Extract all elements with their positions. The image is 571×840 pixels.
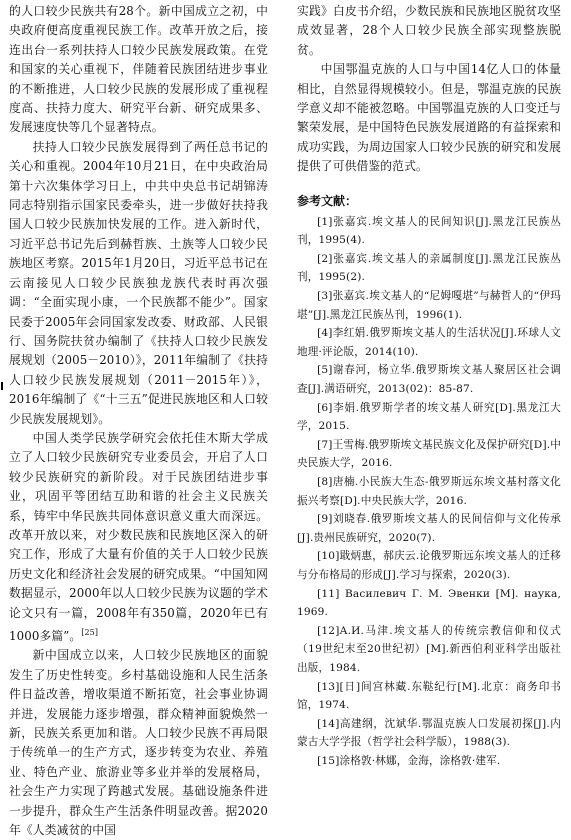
left-column — [9, 2, 268, 840]
reference-item: [4]李红娟.俄罗斯埃文基人的生活状况[J].环球人文地理·评论版，2014(10). — [297, 327, 561, 358]
body-paragraph: 实践》白皮书介绍，少数民族和民族地区脱贫攻坚成效显著，28个人口较少民族全部实现整族脱贫。 — [297, 4, 561, 57]
references-heading: 参考文献： — [297, 193, 358, 208]
reference-item: [8]唐楠.小民族大生态-俄罗斯远东埃文基村落文化振兴考察[D].中央民族大学，2016. — [297, 475, 561, 507]
body-paragraph: 扶持人口较少民族发展得到了两任总书记的关心和重视。2004年10月21日，在中央政治局第十六次集体学习日上，中共中央总书记胡锦涛同志特别指示国家民委牵头，进一步做好扶持我国人口较少民族加快发展的工作。进入新时代，习近平总书记先后到赫哲族、土族等人口较少民族地区考察。2015年1月20日，习近平总书记在云南接见人口较少民族独龙族代表时再次强调：“全面实现小康，一个民族都不能少”。国家民委于2005年会同国家发改委、财政部、人民银行、国务院扶贫办编制了《扶持人口较少民族发展规划（2005－2010）》，2011年编制了《扶持人口较少民族发展规划（2011－2015年）》，2016年编制了《“十三五”促进民族地区和人口较少民族发展规划》。 — [9, 139, 268, 426]
reference-item: [12]А.И.马津.埃文基人的传统宗教信仰和仪式（19世纪末至20世纪初）[M].新西伯利亚科学出版社出版，1984. — [297, 624, 561, 674]
reference-item: [15]涂格敦·林娜，金海，涂格敦·建军. — [317, 754, 501, 767]
paragraph-text: 中国人类学民族学研究会依托佳木斯大学成立了人口较少民族研究专业委员会，开启了人口较少民族研究的新阶段。对于民族团结进步事业，巩固平等团结互助和谐的社会主义民族关系，铸牢中华民族共同体意识意义重大而深远。改革开放以来，对少数民族和民族地区深入的研究工作，形成了大量有价值的关于人口较少民族历史文化和经济社会发展的研究成果。“中国知网数据显示，2000年以人口较少民族为议题的学术论文只有一篇，2008年有350篇，2020年已有1000多篇”。 — [9, 430, 268, 643]
reference-item: [14]高建纲，沈斌华.鄂温克族人口发展初探[J].内蒙古大学学报（哲学社会科学版），1988(3). — [297, 717, 561, 749]
reference-item: [13][日]间宫林藏.东鞑纪行[M].北京：商务印书馆，1974. — [297, 680, 561, 712]
reference-item: [5]谢春河，杨立华.俄罗斯埃文基人聚居区社会调查[J].满语研究，2013(02)：85-87. — [297, 364, 561, 395]
right-column — [297, 2, 561, 770]
reference-item: [6]李娟.俄罗斯学者的埃文基人研究[D].黑龙江大学，2015. — [297, 401, 561, 433]
reference-item: [11] Василевич Г. М. Эвенки [M]. наука, 1969. — [297, 587, 561, 619]
body-paragraph: 中国鄂温克族的人口与中国14亿人口的体量相比，自然显得规模较小。但是，鄂温克族的民族学意义却不能被忽略。中国鄂温克族的人口变迁与繁荣发展，是中国特色民族发展道路的有益探索和成功实践，为周边国家人口较少民族的研究和发展提供了可供借鉴的范式。 — [297, 62, 561, 174]
margin-mark — [1, 382, 3, 390]
reference-item: [7]王雪梅.俄罗斯埃文基民族文化及保护研究[D].中央民族大学，2016. — [297, 438, 561, 470]
citation-superscript: [25] — [81, 628, 99, 637]
reference-item: [2]张嘉宾.埃文基人的亲属制度[J].黑龙江民族丛刊，1995(2). — [297, 252, 561, 284]
body-paragraph — [9, 429, 268, 646]
reference-item: [9]刘晓春.俄罗斯埃文基人的民间信仰与文化传承[J].贵州民族研究，2020(7). — [297, 513, 561, 544]
reference-item: [3]张嘉宾.埃文基人的“尼姆嘎堪”与赫哲人的“伊玛堪”[J].黑龙江民族丛刊，1996(1). — [297, 290, 561, 321]
reference-item: [10]戢炳惠，郝庆云.论俄罗斯远东埃文基人的迁移与分布格局的形成[J].学习与探索，2020(3). — [297, 550, 561, 581]
body-paragraph: 的人口较少民族共有28个。新中国成立之初，中央政府便高度重视民族工作。改革开放之后，接连出台一系列扶持人口较少民族发展政策。在党和国家的关心重视下，伴随着民族团结进步事业的不断推进，人口较少民族的发展形成了重视程度高、扶持力度大、研究平台新、研究成果多、发展速度快等几个显著特点。 — [9, 4, 268, 135]
reference-item: [1]张嘉宾.埃文基人的民间知识[J].黑龙江民族丛刊，1995(4). — [297, 215, 561, 247]
body-paragraph: 新中国成立以来，人口较少民族地区的面貌发生了历史性转变。乡村基础设施和人民生活条件日益改善，增收渠道不断拓宽，社会事业协调并进，发展能力逐步增强，群众精神面貌焕然一新，民族关系更加和谐。人口较少民族不再局限于传统单一的生产方式，逐步转变为农业、养殖业、特色产业、旅游业等多业并举的发展格局，社会生产力实现了跨越式发展。基础设施条件进一步提升，群众生产生活条件明显改善。据2020年《人类减贫的中国 — [9, 648, 268, 837]
reference-list — [297, 213, 561, 771]
